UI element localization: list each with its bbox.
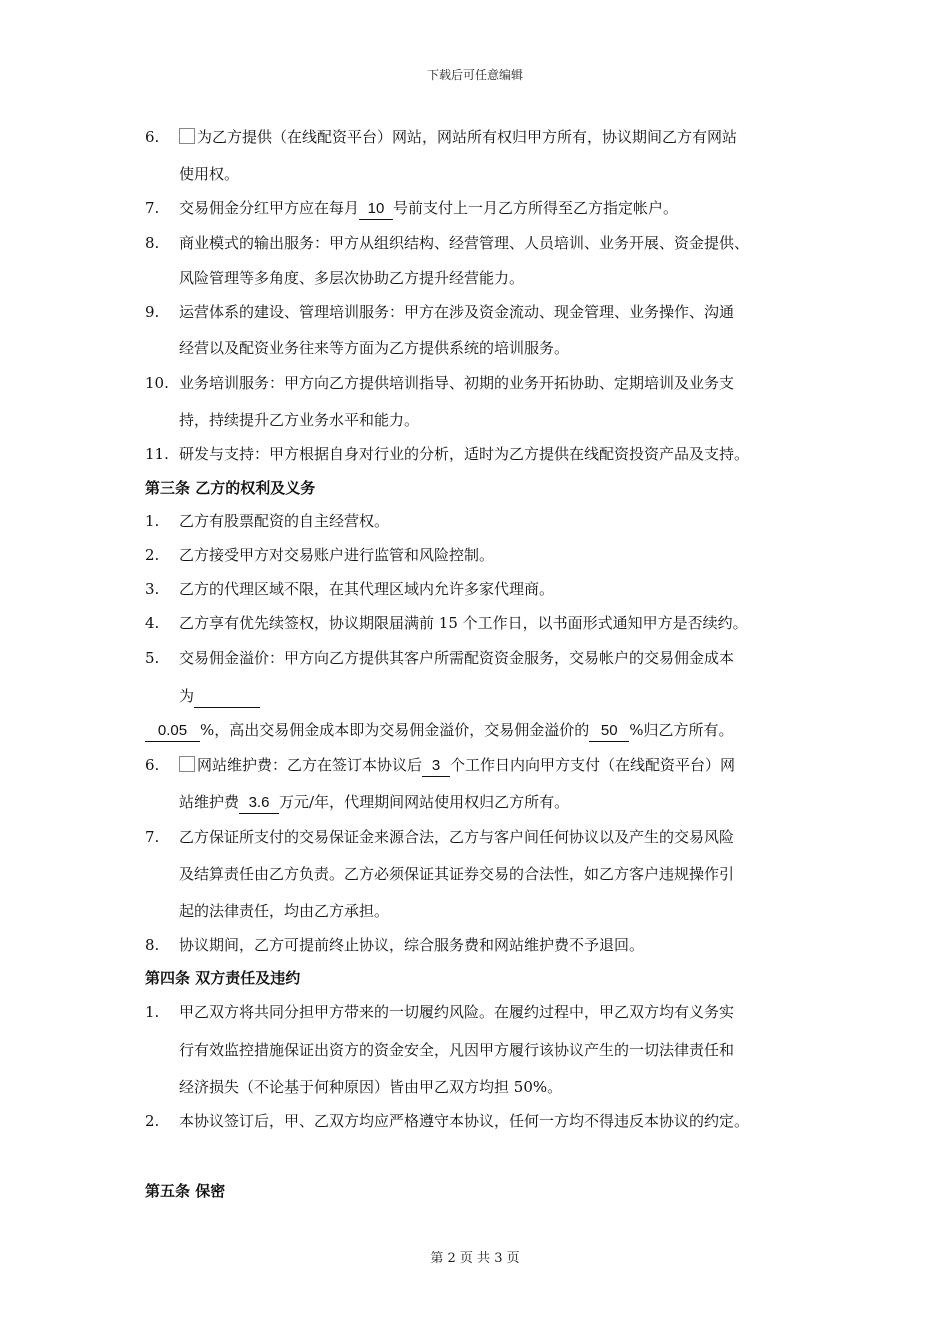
section-heading: 第三条 乙方的权利及义务 [145,479,316,497]
fill-blank: 3 [422,756,450,777]
fill-blank: 0.05 [145,721,200,742]
fill-blank: 10 [359,199,393,220]
fill-blank [194,687,260,708]
page-footer: 第 2 页 共 3 页 [430,1251,520,1266]
section-heading: 第四条 双方责任及违约 [145,969,301,987]
page-header: 下载后可任意编辑 [426,68,523,82]
checkbox[interactable] [179,128,195,144]
fill-blank: 3.6 [239,793,279,814]
section-heading: 第五条 保密 [145,1182,226,1200]
fill-blank: 50 [589,721,629,742]
checkbox[interactable] [179,756,195,772]
